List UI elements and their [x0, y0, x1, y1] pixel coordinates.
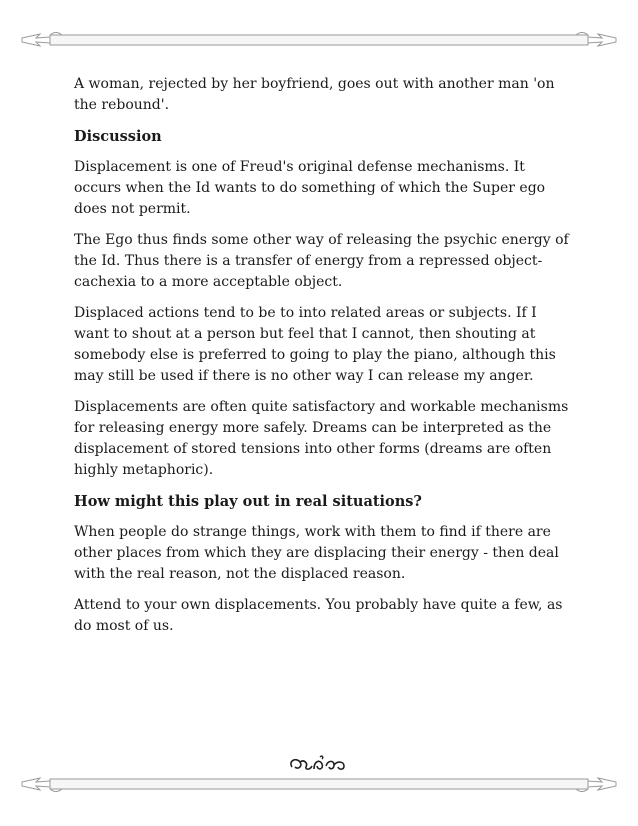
paragraph: The Ego thus finds some other way of releasing the psychic energy of the Id. Thus there is a transfer of energy from a repressed object-cachexia to a more acceptable object.	[74, 232, 569, 290]
bottom-scroll-border	[0, 772, 638, 796]
paragraph: Displacement is one of Freud's original defense mechanisms. It occurs when the Id wants to do something of which the Super ego does not permit.	[74, 159, 546, 217]
paragraph: Displacements are often quite satisfactory and workable mechanisms for releasing energy more safely. Dreams can be interpreted as the displacement of stored tensions into other forms (dreams are often highly metaphoric).	[74, 399, 569, 478]
paragraph: A woman, rejected by her boyfriend, goes out with another man 'on the rebound'.	[74, 76, 555, 113]
section-heading: Discussion	[74, 128, 162, 145]
paragraph: When people do strange things, work with them to find if there are other places from which they are displacing their energy - then deal with the real reason, not the displaced reason.	[74, 524, 559, 582]
paragraph: Displaced actions tend to be to into related areas or subjects. If I want to shout at a person but feel that I cannot, then shouting at somebody else is preferred to going to play the piano, although this may still be used if there is no other way I can release my anger.	[74, 305, 556, 384]
paragraph: Attend to your own displacements. You probably have quite a few, as do most of us.	[74, 597, 563, 634]
page-body	[74, 74, 574, 647]
section-heading: How might this play out in real situations?	[74, 493, 422, 510]
top-scroll-border	[0, 28, 638, 52]
